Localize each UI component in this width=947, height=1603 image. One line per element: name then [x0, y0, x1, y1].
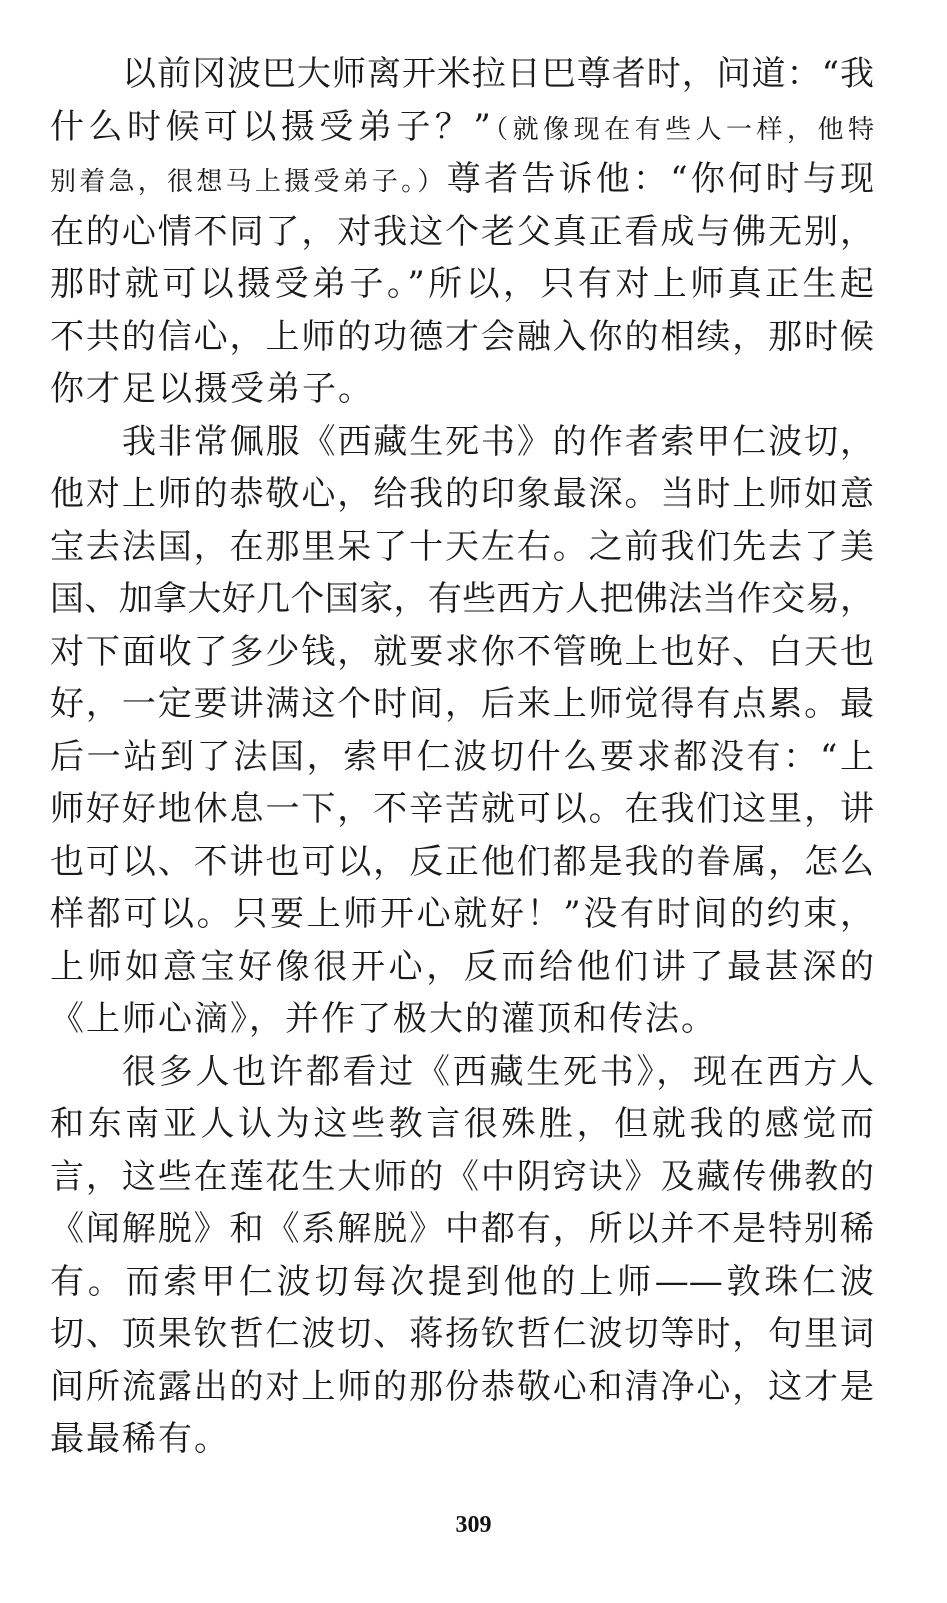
text-run: 好，一定要讲满这个时间，后来上师觉得有点累。最 [50, 684, 874, 724]
text-line [50, 1308, 874, 1361]
paragraph [50, 416, 874, 1046]
text-line [50, 888, 874, 941]
paragraph [50, 1046, 874, 1466]
text-run: 上师如意宝好像很开心，反而给他们讲了最甚深的 [50, 946, 874, 987]
text-run: 《闻解脱》和《系解脱》中都有，所以并不是特别稀 [50, 1209, 874, 1249]
text-run: 师好好地休息一下，不辛苦就可以。在我们这里，讲 [50, 789, 874, 829]
page-number: 309 [455, 1512, 492, 1538]
text-run: 最最稀有。 [50, 1419, 230, 1459]
text-run: 他对上师的恭敬心，给我的印象最深。当时上师如意 [50, 474, 874, 514]
text-line [50, 416, 874, 469]
text-run: 也可以、不讲也可以，反正他们都是我的眷属，怎么 [50, 841, 874, 882]
text-line [50, 836, 874, 889]
page-body [50, 48, 874, 1466]
text-run: 我非常佩服《西藏生死书》的作者索甲仁波切， [122, 421, 874, 462]
text-run: 宝去法国，在那里呆了十天左右。之前我们先去了美 [50, 526, 874, 567]
text-run: 不共的信心，上师的功德才会融入你的相续，那时候 [50, 316, 874, 357]
text-line [50, 363, 874, 416]
text-line [50, 626, 874, 679]
text-line [50, 783, 874, 836]
text-run: 什么时候可以摄受弟子？” [50, 106, 491, 147]
text-run: 尊者告诉他：“你何时与现 [446, 159, 874, 199]
text-run: 你才足以摄受弟子。 [50, 369, 374, 409]
text-line [50, 1256, 874, 1309]
text-line [50, 731, 874, 784]
text-line [50, 1413, 874, 1466]
text-run: 样都可以。只要上师开心就好！”没有时间的约束， [50, 894, 874, 934]
text-line [50, 101, 874, 154]
text-line [50, 468, 874, 521]
text-line [50, 993, 874, 1046]
text-run: 间所流露出的对上师的那份恭敬心和清净心，这才是 [50, 1366, 874, 1407]
text-run: 《上师心滴》，并作了极大的灌顶和传法。 [50, 999, 717, 1039]
text-run: 那时就可以摄受弟子。”所以，只有对上师真正生起 [50, 264, 874, 304]
text-run: 有。而索甲仁波切每次提到他的上师——敦珠仁波 [50, 1261, 874, 1302]
text-line [50, 521, 874, 574]
text-line [50, 48, 874, 101]
text-run: 对下面收了多少钱，就要求你不管晚上也好、白天也 [50, 631, 874, 672]
text-run: 切、顶果钦哲仁波切、蒋扬钦哲仁波切等时，句里词 [50, 1314, 874, 1354]
text-line [50, 311, 874, 364]
text-run: 和东南亚人认为这些教言很殊胜，但就我的感觉而 [50, 1104, 874, 1144]
parenthetical-note: （就像现在有些人一样，他特 [490, 114, 874, 145]
parenthetical-note: 别着急，很想马上摄受弟子。） [50, 167, 447, 197]
text-line [50, 1203, 874, 1256]
text-run: 以前冈波巴大师离开米拉日巴尊者时，问道：“我 [122, 54, 874, 94]
text-line [50, 258, 874, 311]
text-line [50, 1046, 874, 1099]
text-line [50, 573, 874, 626]
text-run: 后一站到了法国，索甲仁波切什么要求都没有：“上 [50, 736, 874, 777]
text-line [50, 941, 874, 994]
text-line [50, 678, 874, 731]
paragraph [50, 48, 874, 416]
text-line [50, 153, 874, 206]
text-run: 言，这些在莲花生大师的《中阴窍诀》及藏传佛教的 [50, 1156, 874, 1197]
text-run: 很多人也许都看过《西藏生死书》，现在西方人 [122, 1051, 874, 1092]
text-run: 在的心情不同了，对我这个老父真正看成与佛无别， [50, 211, 874, 252]
text-run: 国、加拿大好几个国家，有些西方人把佛法当作交易， [50, 579, 874, 619]
text-line [50, 206, 874, 259]
text-line [50, 1098, 874, 1151]
text-line [50, 1151, 874, 1204]
text-line [50, 1361, 874, 1414]
